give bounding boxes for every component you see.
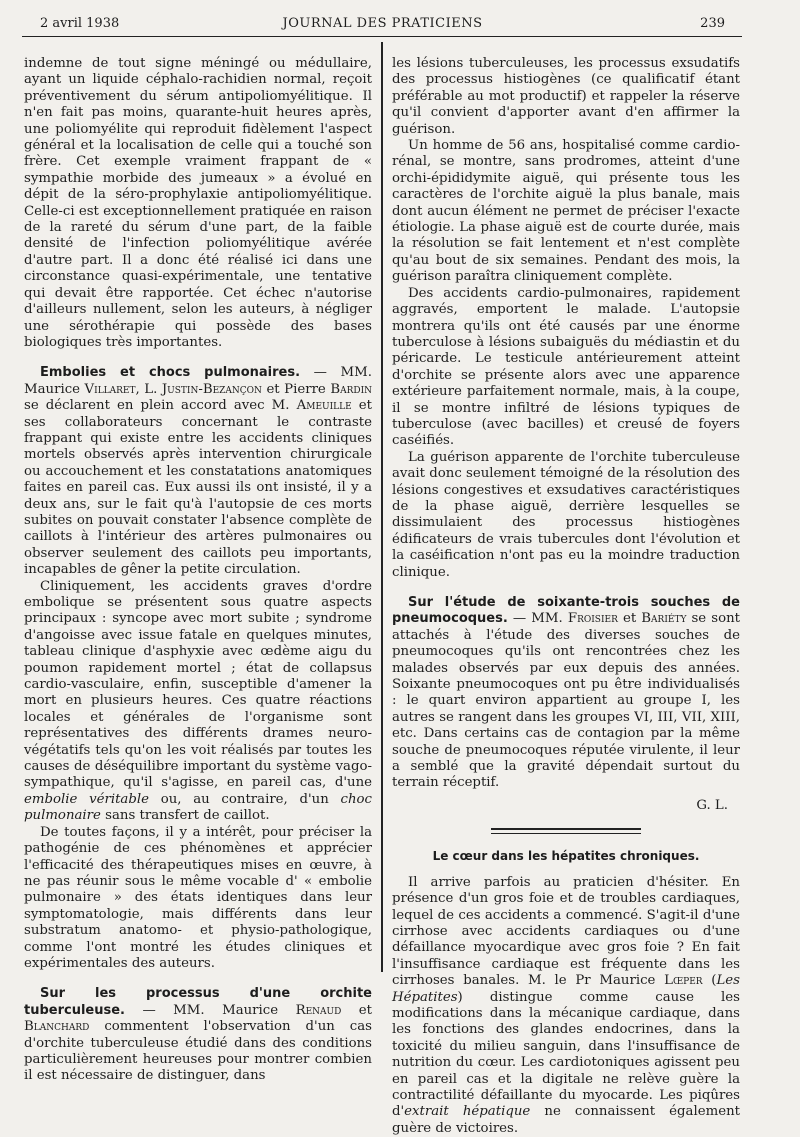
section-orchite: Sur les processus d'une orchite tuberculeuse. — MM. Maurice Renaud et Blanchard commentent l'observation d'un cas d'orchite tuberculeuse étudié dans des conditions particulièrement heureuses pour montrer combien il est nécessaire de distinguer, dans: [24, 986, 372, 1084]
author-name: Renaud: [295, 1002, 342, 1018]
paragraph-case-report: Un homme de 56 ans, hospitalisé comme cardio-rénal, se montre, sans prodromes, atteint d'une orchi-épididymite aiguë, qui présente tous les caractères de l'orchite aiguë la plus banale, mais dont aucun élément ne permet de préciser l'exacte étiologie. La phase aiguë est de courte durée, mais la résolution se fait lentement et n'est complète qu'au bout de six semaines. Pendant des mois, la guérison paraîtra cliniquement complète.: [392, 138, 740, 285]
paragraph-clinical-aspects: Cliniquement, les accidents graves d'ordre embolique se présentent sous quatre aspects principaux : syncope avec mort subite ; syndrome d'angoisse avec issue fatale en quelques minutes, tableau clinique d'asphyxie avec œdème aigu du poumon rapidement mortel ; état de collapsus cardio-vasculaire, enfin, susceptible d'amener la mort en plusieurs heures. Ces quatre réactions locales et générales de l'organisme sont représentatives des différents drames neuro-végétatifs tels qu'on les voit réalisés par toutes les causes de déséquilibre important du système vago-sympathique, qu'il s'agisse, en pareil cas, d'une embolie véritable ou, au contraire, d'un choc pulmonaire sans transfert de caillot.: [24, 578, 372, 824]
paragraph-pathogenie: De toutes façons, il y a intérêt, pour préciser la pathogénie de ces phénomènes et apprécier l'efficacité des thérapeutiques mises en œuvre, à ne pas réunir sous le même vocable d' « embolie pulmonaire » des états identiques dans leur symptomatologie, mais différents dans leur substratum anatomo- et physio-pathologique, comme l'ont montré les études cliniques et expérimentales des auteurs.: [24, 824, 372, 971]
signature: G. L.: [696, 797, 728, 813]
section-embolies: Embolies et chocs pulmonaires. — MM. Maurice Villaret, L. Justin-Bezançon et Pierre Bardin se déclarent en plein accord avec M. Ameuille et ses collaborateurs concernant le contraste frappant qui existe entre les accidents cliniques mortels observés après intervention chirurgicale ou accouchement et les constatations anatomiques faites en pareil cas. Eux aussi ils ont insisté, il y a deux ans, sur le fait qu'à l'autopsie de ces morts subites on pouvait constater l'absence complète de caillots à l'intérieur des artères pulmonaires ou observer seulement des caillots peu importants, incapables de gêner la petite circulation.: [24, 365, 373, 578]
section-title-orchite: Sur les processus d'une orchite tuberculeuse.: [24, 986, 372, 1018]
author-name: Bardin: [330, 381, 373, 397]
author-name: Froisier: [567, 611, 618, 627]
author-name: Villaret: [84, 381, 136, 397]
column-divider: [381, 42, 383, 972]
section-title-embolies: Embolies et chocs pulmonaires.: [40, 365, 301, 381]
paragraph-hepatites: Il arrive parfois au praticien d'hésiter. En présence d'un gros foie et de troubles cardiaques, lequel de ces accidents a commencé. S'agit-il d'une cirrhose avec accidents cardiaques ou d'une défaillance myocardique avec gros foie ? En fait l'insuffisance cardiaque est fréquente dans les cirrhoses banales. M. le Pr Maurice Lœper (Les Hépatites) distingue comme cause les modifications dans la mécanique cardiaque, dans les fonctions des glandes endocrines, dans la toxicité du milieu sanguin, dans l'insuffisance de nutrition du cœur. Les cardiotoniques agissent peu en pareil cas et la digitale ne relève guère la contractilité défaillante du myocarde. Les piqûres d'extrait hépatique ne connaissent également guère de victoires.: [392, 874, 740, 1136]
section-pneumocoques: Sur l'étude de soixante-trois souches de pneumocoques. — MM. Froisier et Bariéty se sont attachés à l'étude des diverses souches de pneumocoques qu'ils ont rencontrées chez les malades observés par eux depuis des années. Soixante pneumocoques ont pu être individualisés : le quart environ appartient au groupe I, les autres se rangent dans les groupes VI, III, VII, XIII, etc. Dans certains cas de contagion par la même souche de pneumocoques réputée virulente, il leur a semblé que la gravité dépendait surtout du terrain réceptif.: [392, 595, 741, 791]
header-rule: [22, 36, 742, 37]
left-column: [24, 56, 372, 1085]
author-name: Bariéty: [641, 611, 687, 627]
issue-date: 2 avril 1938: [40, 16, 120, 31]
journal-title: JOURNAL DES PRATICIENS: [282, 16, 483, 31]
page-number: 239: [700, 16, 725, 31]
section-title-hepatites: Le cœur dans les hépatites chroniques.: [432, 849, 700, 864]
paragraph-autopsy: Des accidents cardio-pulmonaires, rapidement aggravés, emportent le malade. L'autopsie montrera qu'ils ont été causés par une énorme tuberculose à lésions subaiguës du médiastin et du péricarde. Le testicule antérieurement atteint d'orchite se présente alors avec une apparence extérieure parfaitement normale, mais, à la coupe, il se montre infiltré de lésions typiques de tuberculose (avec bacilles) et creusé de foyers caséifiés.: [392, 285, 740, 449]
paragraph-guerison: La guérison apparente de l'orchite tuberculeuse avait donc seulement témoigné de la résolution des lésions congestives et exsudatives caractéristiques de la phase aiguë, derrière lesquelles se dissimulaient des processus histiogènes édificateurs de vrais tubercules dont l'évolution et la caséification n'ont pas eu la moindre traduction clinique.: [392, 449, 740, 580]
author-name: Blanchard: [24, 1019, 90, 1035]
paragraph-lesions: les lésions tuberculeuses, les processus exsudatifs des processus histiogènes (ce qualificatif étant préférable au mot productif) et rappeler la réserve qu'il convient d'apporter avant d'en affirmer la guérison.: [392, 56, 740, 137]
author-name: Justin-Bezançon: [161, 381, 262, 397]
right-column: [392, 56, 740, 1137]
running-header: [40, 16, 725, 36]
paragraph-poliomyelitis: indemne de tout signe méningé ou médullaire, ayant un liquide céphalo-rachidien normal, reçoit préventivement du sérum antipoliomyélitique. Il n'en fait pas moins, quarante-huit heures après, une poliomyélite qui reproduit fidèlement l'aspect général et la localisation de celle qui a touché son frère. Cet exemple vraiment frappant de « sympathie morbide des jumeaux » a évolué en dépit de la séro-prophylaxie antipoliomyélitique. Celle-ci est exceptionnellement pratiquée en raison de la rareté du sérum d'une part, de la faible densité de l'infection poliomyélitique avérée d'autre part. Il a donc été réalisé ici dans une circonstance quasi-expérimentale, une tentative qui devait être rapportée. Cet échec n'autorise d'ailleurs nullement, selon les auteurs, à négliger une sérothérapie qui possède des bases biologiques très importantes.: [24, 56, 372, 350]
author-name: Lœper: [664, 973, 703, 989]
author-name: Ameuille: [296, 398, 352, 414]
section-title-pneumocoques: Sur l'étude de soixante-trois souches de pneumocoques.: [392, 595, 740, 627]
section-separator: [491, 828, 641, 834]
